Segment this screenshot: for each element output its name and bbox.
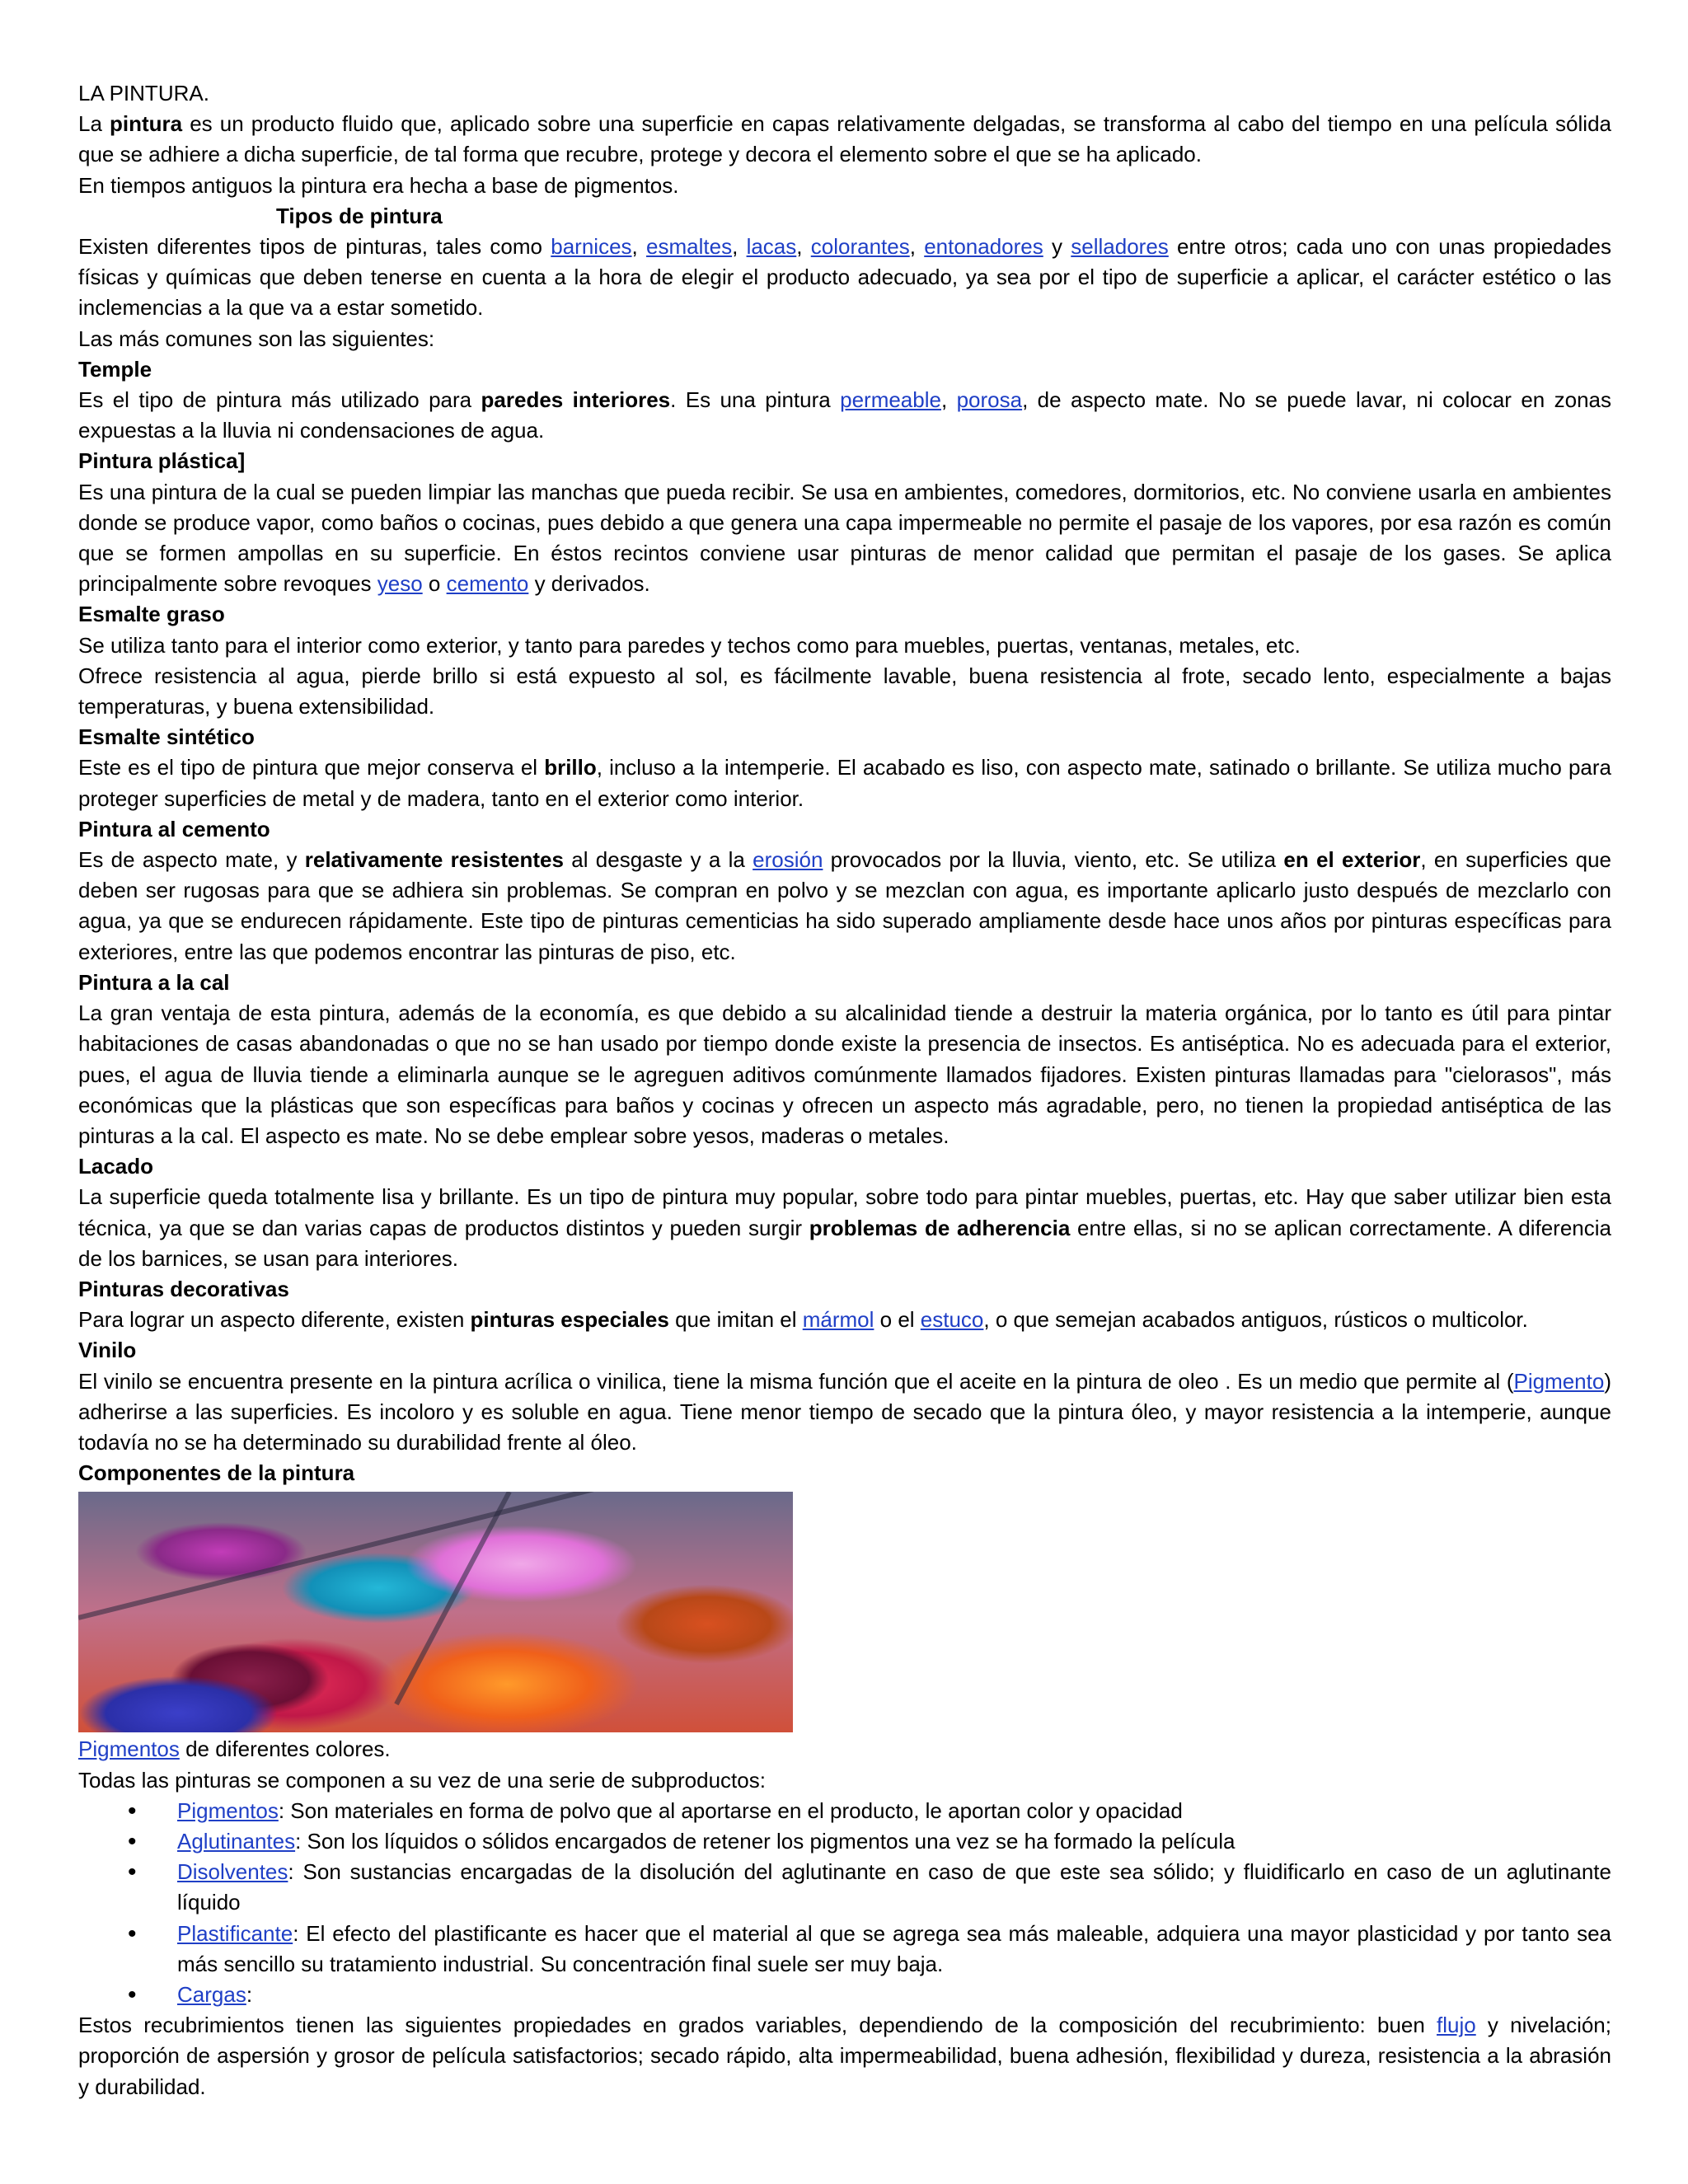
document-title: LA PINTURA. (78, 81, 209, 105)
cemento-bold: relativamente resistentes (304, 847, 564, 873)
graso-paragraph-1: Se utiliza tanto para el interior como exterior, y tanto para paredes y techos como para muebles, puertas, ventanas, metales, etc. (78, 632, 1301, 658)
separator: y (1043, 234, 1071, 260)
closing-paragraph (78, 2010, 1611, 2102)
decorativas-text: o el (874, 1307, 921, 1333)
temple-paragraph (78, 385, 1611, 446)
cemento-text: al desgaste y a la (563, 847, 753, 873)
tipos-paragraph (78, 232, 1611, 324)
list-item-text: : El efecto del plastificante es hacer que el material al que se agrega sea más maleable, adquiera una mayor plasticidad y por tanto sea más sencillo su tratamiento industrial. Su concentración final suele ser muy baja. (177, 1920, 1611, 1976)
closing-text: y nivelación; proporción de aspersión y grosor de película satisfactorios; secado rápido, alta impermeabilidad, buena adhesión, flexibilidad y dureza, resistencia a la abrasión y durabilidad. (78, 2013, 1611, 2099)
cemento-bold-2: en el exterior (1283, 847, 1421, 873)
section-heading-lacado: Lacado (78, 1154, 154, 1179)
section-heading-tipos: Tipos de pintura (276, 203, 443, 228)
list-item-text: : Son materiales en forma de polvo que al aportarse en el producto, le aportan color y opacidad (278, 1797, 1183, 1823)
temple-text: , (940, 387, 957, 413)
plastica-text: o (422, 571, 447, 597)
plastica-paragraph (78, 477, 1611, 600)
section-heading-componentes: Componentes de la pintura (78, 1460, 355, 1486)
closing-text: Estos recubrimientos tienen las siguientes propiedades en grados variables, dependiendo de la composición del recubrimiento: buen (78, 2013, 1437, 2038)
separator: , (732, 234, 747, 260)
graso-paragraph-2: Ofrece resistencia al agua, pierde brillo si está expuesto al sol, es fácilmente lavable, buena resistencia al frote, secado lento, especialmente a bajas temperaturas, y buena extensibilidad. (78, 663, 1611, 719)
vinilo-text: El vinilo se encuentra presente en la pintura acrílica o vinilica, tiene la misma función que el aceite en la pintura de oleo . Es un medio que permite al ( (78, 1368, 1514, 1394)
sintetico-bold: brillo (544, 755, 597, 780)
link-lacas[interactable]: lacas (746, 234, 797, 260)
lacado-text: La superficie queda totalmente lisa y brillante. Es un tipo de pintura muy popular, sobre todo para pintar muebles, puertas, etc. Hay que saber utilizar bien esta técnica, ya que se dan varias capas de productos distintos y pueden surgir (78, 1184, 1611, 1240)
link-pigmentos[interactable]: Pigmentos (177, 1797, 279, 1823)
section-heading-decorativas: Pinturas decorativas (78, 1276, 289, 1301)
link-esmaltes[interactable]: esmaltes (646, 234, 733, 260)
link-flujo[interactable]: flujo (1437, 2013, 1476, 2038)
section-heading-plastica: Pintura plástica] (78, 448, 246, 474)
temple-text: , de aspecto mate. No se puede lavar, ni colocar en zonas expuestas a la lluvia ni condensaciones de agua. (78, 387, 1612, 443)
lacado-text: entre ellas, si no se aplican correctamente. A diferencia de los barnices, se usan para interiores. (78, 1215, 1612, 1271)
link-selladores[interactable]: selladores (1071, 234, 1169, 260)
intro-text: La (78, 111, 110, 137)
tipos-text-rest: entre otros; cada uno con unas propiedades físicas y químicas que deben tenerse en cuenta a la hora de elegir el producto adecuado, ya sea por el tipo de superficie a aplicar, el carácter estético o las inclemencias a la que va a estar sometido. (78, 234, 1612, 321)
cemento-paragraph (78, 845, 1611, 968)
intro-paragraph-2: En tiempos antiguos la pintura era hecha a base de pigmentos. (78, 172, 679, 198)
link-plastificante[interactable]: Plastificante (177, 1920, 293, 1946)
intro-paragraph (78, 109, 1611, 170)
list-item (177, 1857, 1611, 1918)
vinilo-text: ) adherirse a las superficies. Es incoloro y es soluble en agua. Tiene menor tiempo de secado que la pintura óleo, y mayor resistencia a la intemperie, aunque todavía no se ha determinado su durabilidad frente al óleo. (78, 1368, 1611, 1455)
link-porosa[interactable]: porosa (956, 387, 1023, 413)
cemento-text: Es de aspecto mate, y (78, 847, 305, 873)
link-barnices[interactable]: barnices (551, 234, 632, 260)
list-item-text: : (246, 1981, 253, 2007)
sintetico-paragraph (78, 752, 1611, 813)
link-pigmento[interactable]: Pigmento (1513, 1368, 1605, 1394)
temple-text: Es el tipo de pintura más utilizado para (78, 387, 481, 413)
link-marmol[interactable]: mármol (802, 1307, 874, 1333)
sintetico-text: Este es el tipo de pintura que mejor conserva el (78, 755, 545, 780)
link-disolventes[interactable]: Disolventes (177, 1859, 288, 1885)
tipos-common: Las más comunes son las siguientes: (78, 326, 435, 351)
list-item (177, 1796, 1611, 1826)
link-permeable[interactable]: permeable (840, 387, 941, 413)
link-yeso[interactable]: yeso (377, 571, 423, 597)
intro-text-rest: es un producto fluido que, aplicado sobre una superficie en capas relativamente delgadas, se transforma al cabo del tiempo en una película sólida que se adhiere a dicha superficie, de tal forma que recubre, protege y decora el elemento sobre el que se ha aplicado. (78, 111, 1611, 167)
componentes-list (78, 1796, 1611, 2010)
decorativas-text: que imitan el (668, 1307, 803, 1333)
separator: , (909, 234, 925, 260)
intro-bold: pintura (110, 111, 183, 137)
lacado-paragraph (78, 1182, 1611, 1274)
document-page (78, 78, 1611, 2102)
photo-caption (78, 1734, 1611, 1765)
plastica-text: y derivados. (528, 571, 650, 597)
section-heading-cal: Pintura a la cal (78, 969, 230, 995)
separator: , (796, 234, 811, 260)
pigments-photo (78, 1492, 793, 1732)
caption-text: de diferentes colores. (179, 1736, 391, 1762)
link-cemento[interactable]: cemento (446, 571, 529, 597)
link-estuco[interactable]: estuco (920, 1307, 984, 1333)
photo-divider (78, 1492, 772, 1620)
link-erosion[interactable]: erosión (753, 847, 823, 873)
section-heading-cemento: Pintura al cemento (78, 816, 270, 841)
temple-text: . Es una pintura (670, 387, 841, 413)
link-pigmentos-caption[interactable]: Pigmentos (78, 1736, 180, 1762)
link-colorantes[interactable]: colorantes (810, 234, 910, 260)
list-item (177, 1980, 1611, 2010)
cal-paragraph: La gran ventaja de esta pintura, además de la economía, es que debido a su alcalinidad tiende a destruir la materia orgánica, por lo tanto es útil para pintar habitaciones de casas abandonadas o que no se han usado por tiempo donde existe la presencia de insectos. Es antiséptica. No es adecuada para el exterior, pues, el agua de lluvia tiende a eliminarla aunque se le agreguen aditivos comúnmente llamados fijadores. Existen pinturas llamadas para "cielorasos", más económicas que la plásticas que son específicas para baños y cocinas y ofrecen un aspecto más agradable, pero, no tienen la propiedad antiséptica de las pinturas a la cal. El aspecto es mate. No se debe emplear sobre yesos, maderas o metales. (78, 1001, 1611, 1148)
section-heading-vinilo: Vinilo (78, 1338, 137, 1363)
separator: , (631, 234, 647, 260)
vinilo-paragraph (78, 1366, 1611, 1459)
decorativas-text: , o que semejan acabados antiguos, rústicos o multicolor. (983, 1307, 1528, 1333)
tipos-text: Existen diferentes tipos de pinturas, tales como (78, 234, 551, 260)
sintetico-text: , incluso a la intemperie. El acabado es liso, con aspecto mate, satinado o brillante. Se utiliza mucho para proteger superficies de metal y de madera, tanto en el exterior como interior. (78, 755, 1611, 811)
temple-bold: paredes interiores (481, 387, 671, 413)
list-item-text: : Son sustancias encargadas de la disolución del aglutinante en caso de que este sea sólido; y fluidificarlo en caso de un aglutinante líquido (177, 1859, 1611, 1915)
list-item (177, 1919, 1611, 1980)
decorativas-paragraph (78, 1305, 1611, 1335)
list-item-text: : Son los líquidos o sólidos encargados de retener los pigmentos una vez se ha formado la película (295, 1828, 1236, 1854)
section-heading-temple: Temple (78, 356, 152, 382)
link-entonadores[interactable]: entonadores (924, 234, 1043, 260)
cemento-text: , en superficies que deben ser rugosas para que se adhiera sin problemas. Se compran en polvo y se mezclan con agua, es importante aplicarlo justo después de mezclarlo con agua, ya que se endurecen rápidamente. Este tipo de pinturas cementicias ha sido superado ampliamente desde hace unos años por pinturas específicas para exteriores, entre las que podemos encontrar las pinturas de piso, etc. (78, 847, 1612, 964)
list-item (177, 1826, 1611, 1857)
section-heading-graso: Esmalte graso (78, 602, 225, 627)
link-cargas[interactable]: Cargas (177, 1981, 246, 2007)
decorativas-bold: pinturas especiales (470, 1307, 669, 1333)
link-aglutinantes[interactable]: Aglutinantes (177, 1828, 296, 1854)
componentes-intro: Todas las pinturas se componen a su vez de una serie de subproductos: (78, 1767, 766, 1793)
plastica-text: Es una pintura de la cual se pueden limpiar las manchas que pueda recibir. Se usa en ambientes, comedores, dormitorios, etc. No conviene usarla en ambientes donde se produce vapor, como baños o cocinas, pues debido a que genera una capa impermeable no permite el pasaje de los vapores, por esa razón es común que se formen ampollas en su superficie. En éstos recintos conviene usar pinturas de menor calidad que permitan el pasaje de los gases. Se aplica principalmente sobre revoques (78, 479, 1611, 597)
decorativas-text: Para lograr un aspecto diferente, existen (78, 1307, 471, 1333)
section-heading-sintetico: Esmalte sintético (78, 724, 255, 750)
lacado-bold: problemas de adherencia (809, 1215, 1071, 1240)
cemento-text: provocados por la lluvia, viento, etc. Se utiliza (823, 847, 1284, 873)
